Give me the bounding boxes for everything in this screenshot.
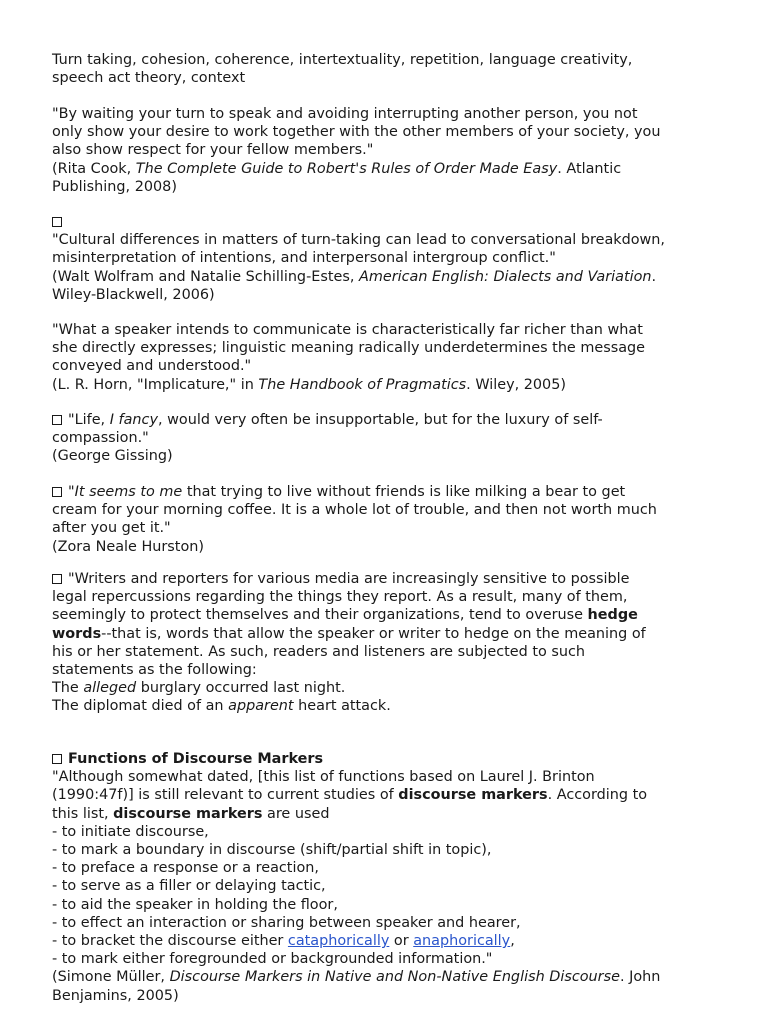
quote-text: burglary occurred last night. (136, 680, 346, 697)
quote-line (52, 805, 660, 823)
quote-text: --that is, words that allow the speaker or writer to hedge on the meaning of (101, 625, 646, 642)
citation: (Zora Neale Hurston) (52, 538, 204, 555)
checkbox-icon (52, 574, 62, 584)
quote-line: statements as the following: (52, 662, 257, 679)
quote-horn (52, 321, 645, 394)
quote-line: "Although somewhat dated, [this list of functions based on Laurel J. Brinton (52, 769, 595, 786)
citation (52, 160, 660, 178)
quote-line (52, 786, 660, 804)
term-discourse-markers: discourse markers (113, 805, 263, 822)
list-item: - to effect an interaction or sharing between speaker and hearer, (52, 914, 521, 931)
quote-text: heart attack. (293, 698, 391, 715)
quote-line: cream for your morning coffee. It is a whole lot of trouble, and then not worth much (52, 502, 657, 519)
quote-line: conveyed and understood." (52, 358, 252, 375)
checkbox-icon (52, 754, 62, 764)
topics-paragraph (52, 51, 632, 87)
quote-emphasis: alleged (83, 680, 137, 697)
quote-line: "What a speaker intends to communicate is characteristically far richer than what (52, 322, 643, 338)
list-item (52, 932, 660, 950)
quote-hedge-words (52, 570, 646, 716)
quote-text: The (52, 680, 84, 697)
term-hedge-words: words (52, 625, 102, 642)
citation (52, 268, 665, 286)
quote-line (52, 625, 646, 643)
quote-emphasis: It seems to me (74, 484, 183, 500)
quote-text: seemingly to protect themselves and their organizations, tend to overuse (52, 607, 588, 624)
discourse-markers-section (52, 750, 660, 1005)
quote-line: misinterpretation of intentions, and interpersonal intergroup conflict." (52, 250, 556, 267)
citation-text: (L. R. Horn, "Implicature," in (52, 376, 259, 393)
quote-line (52, 483, 657, 501)
topics-line-2: speech act theory, context (52, 70, 246, 87)
quote-line: his or her statement. As such, readers and listeners are subjected to such (52, 643, 585, 660)
quote-gissing (52, 411, 603, 466)
list-item: - to aid the speaker in holding the floor, (52, 896, 338, 913)
citation (52, 968, 660, 986)
quote-line: after you get it." (52, 520, 171, 537)
list-item: - to mark either foregrounded or backgrounded information." (52, 951, 493, 968)
quote-line: "Cultural differences in matters of turn-taking can lead to conversational breakdown, (52, 232, 665, 249)
quote-text: this list, (52, 805, 114, 822)
quote-text: The diplomat died of an (52, 698, 229, 715)
quote-cook (52, 105, 660, 196)
citation-text: (Rita Cook, (52, 160, 136, 177)
checkbox-icon (52, 217, 62, 227)
list-item: - to preface a response or a reaction, (52, 860, 319, 877)
example-line (52, 697, 646, 715)
citation-title: Discourse Markers in Native and Non-Native English Discourse (169, 969, 620, 986)
list-item: - to mark a boundary in discourse (shift/partial shift in topic), (52, 842, 492, 859)
citation-text: (Walt Wolfram and Natalie Schilling-Estes, (52, 268, 359, 285)
quote-text: "Writers and reporters for various media are increasingly sensitive to possible (68, 571, 630, 587)
quote-hurston (52, 483, 657, 556)
citation-text: . Wiley, 2005) (466, 376, 566, 393)
citation-line-2: Benjamins, 2005) (52, 987, 179, 1004)
term-hedge-words: hedge (587, 607, 638, 624)
quote-text: . According to (547, 787, 648, 804)
quote-line (52, 570, 646, 588)
citation-line-2: Publishing, 2008) (52, 178, 177, 195)
citation-line-2: Wiley-Blackwell, 2006) (52, 286, 215, 303)
quote-line: "By waiting your turn to speak and avoiding interrupting another person, you not (52, 106, 638, 122)
quote-text: , (510, 933, 515, 950)
citation-text: . John (619, 969, 661, 986)
quote-wolfram (52, 213, 665, 304)
quote-emphasis: apparent (228, 698, 294, 715)
quote-line (52, 606, 646, 624)
heading-text: Functions of Discourse Markers (68, 751, 324, 767)
quote-text: or (389, 933, 414, 950)
citation-text: (Simone Müller, (52, 969, 170, 986)
citation: (George Gissing) (52, 448, 173, 465)
quote-line: also show respect for your fellow members." (52, 142, 374, 159)
citation-text: . (651, 268, 657, 285)
checkbox-line (52, 213, 665, 231)
quote-line: only show your desire to work together with the other members of your society, you (52, 124, 661, 141)
list-item: - to initiate discourse, (52, 823, 209, 840)
citation-title: The Handbook of Pragmatics (258, 376, 467, 393)
citation (52, 376, 645, 394)
quote-text: that trying to live without friends is like milking a bear to get (182, 484, 626, 500)
quote-text: (1990:47f)] is still relevant to current studies of (52, 787, 399, 804)
quote-text: , would very often be insupportable, but for the luxury of self- (157, 412, 603, 428)
quote-line (52, 411, 603, 429)
quote-line: compassion." (52, 430, 149, 447)
cataphorically-link[interactable]: cataphorically (287, 933, 390, 950)
citation-title: American English: Dialects and Variation (359, 268, 652, 285)
anaphorically-link[interactable]: anaphorically (413, 933, 511, 950)
term-discourse-markers: discourse markers (398, 787, 548, 804)
section-heading (52, 750, 660, 768)
quote-line: she directly expresses; linguistic meaning radically underdetermines the message (52, 340, 646, 357)
checkbox-icon (52, 487, 62, 497)
quote-text: are used (262, 805, 330, 822)
topics-line-1: Turn taking, cohesion, coherence, intertextuality, repetition, language creativity, (52, 52, 633, 68)
quote-text: " (68, 484, 75, 500)
quote-text: - to bracket the discourse either (52, 933, 288, 950)
list-item: - to serve as a filler or delaying tactic, (52, 878, 326, 895)
citation-text: . Atlantic (557, 160, 622, 177)
quote-text: "Life, (68, 412, 110, 428)
checkbox-icon (52, 415, 62, 425)
example-line (52, 679, 646, 697)
quote-emphasis: I fancy (109, 412, 158, 428)
citation-title: The Complete Guide to Robert's Rules of Order Made Easy (135, 160, 558, 177)
quote-line: legal repercussions regarding the things they report. As a result, many of them, (52, 589, 628, 606)
